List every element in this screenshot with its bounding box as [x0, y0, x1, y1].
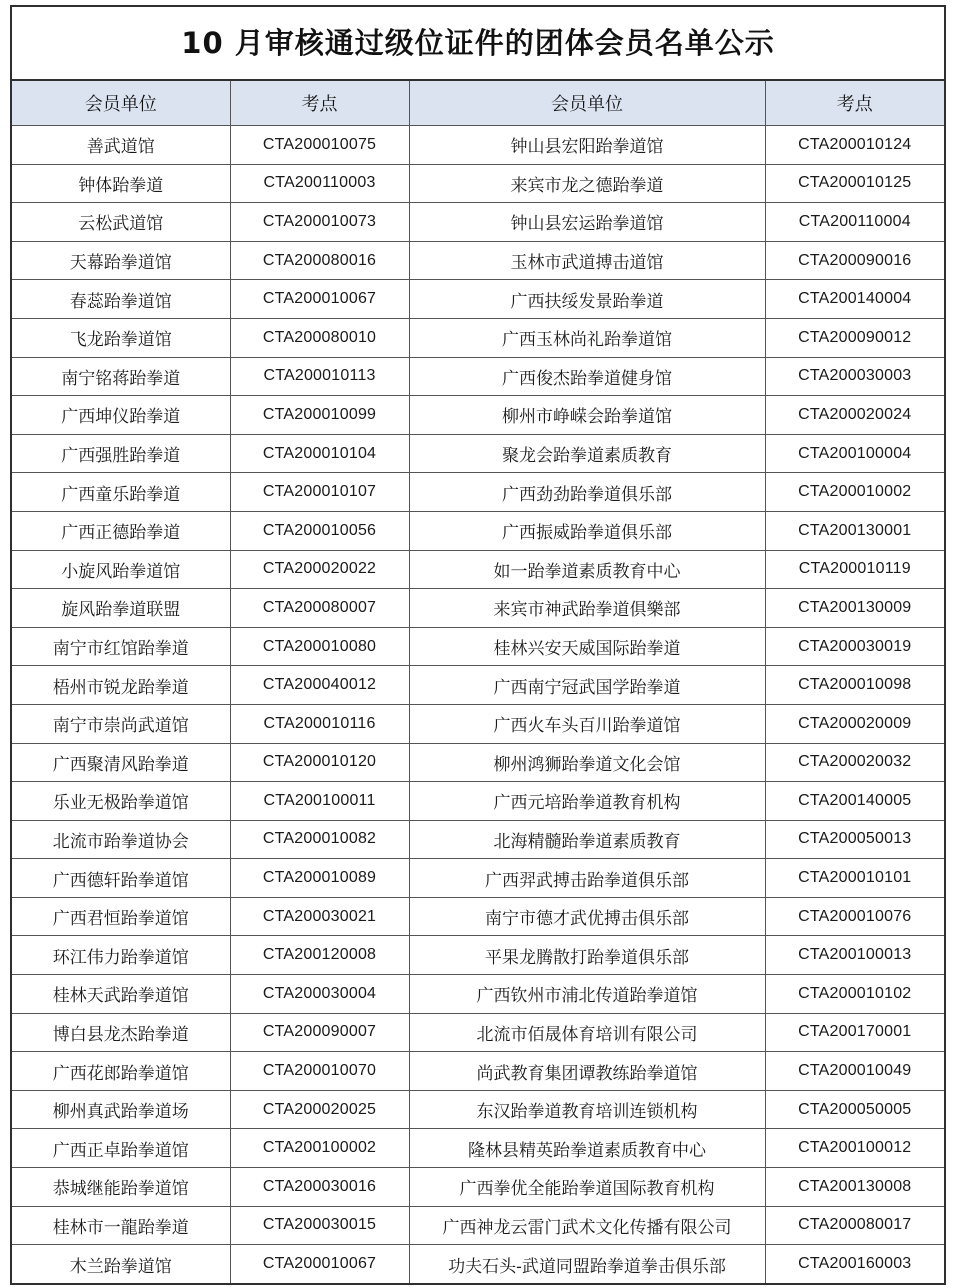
member-name-cell: 广西钦州市浦北传道跆拳道馆 — [409, 975, 765, 1014]
table-row — [12, 820, 944, 859]
exam-code-cell: CTA200100004 — [765, 434, 944, 473]
exam-code-cell: CTA200010073 — [230, 203, 409, 242]
exam-code-cell: CTA200010056 — [230, 511, 409, 550]
table-row — [12, 473, 944, 512]
table-row — [12, 241, 944, 280]
exam-code-cell: CTA200010049 — [765, 1052, 944, 1091]
member-name-cell: 广西火车头百川跆拳道馆 — [409, 704, 765, 743]
member-name-cell: 北海精髓跆拳道素质教育 — [409, 820, 765, 859]
member-name-cell: 钟山县宏运跆拳道馆 — [409, 203, 765, 242]
member-name-cell: 广西俊杰跆拳道健身馆 — [409, 357, 765, 396]
member-name-cell: 广西元培跆拳道教育机构 — [409, 782, 765, 821]
exam-code-cell: CTA200010119 — [765, 550, 944, 589]
table-row — [12, 280, 944, 319]
member-name-cell: 广西神龙云雷门武术文化传播有限公司 — [409, 1206, 765, 1245]
exam-code-cell: CTA200010080 — [230, 627, 409, 666]
exam-code-cell: CTA200170001 — [765, 1013, 944, 1052]
exam-code-cell: CTA200030021 — [230, 897, 409, 936]
member-name-cell: 钟体跆拳道 — [12, 164, 230, 203]
column-header-member-1: 会员单位 — [12, 81, 230, 126]
table-row — [12, 550, 944, 589]
column-header-code-1: 考点 — [230, 81, 409, 126]
member-name-cell: 广西童乐跆拳道 — [12, 473, 230, 512]
exam-code-cell: CTA200030016 — [230, 1168, 409, 1207]
exam-code-cell: CTA200010099 — [230, 396, 409, 435]
table-row — [12, 1206, 944, 1245]
exam-code-cell: CTA200050013 — [765, 820, 944, 859]
member-name-cell: 广西南宁冠武国学跆拳道 — [409, 666, 765, 705]
member-name-cell: 柳州真武跆拳道场 — [12, 1090, 230, 1129]
table-row — [12, 511, 944, 550]
exam-code-cell: CTA200130001 — [765, 511, 944, 550]
exam-code-cell: CTA200100012 — [765, 1129, 944, 1168]
table-body — [12, 126, 944, 1283]
exam-code-cell: CTA200050005 — [765, 1090, 944, 1129]
exam-code-cell: CTA200130008 — [765, 1168, 944, 1207]
exam-code-cell: CTA200010107 — [230, 473, 409, 512]
exam-code-cell: CTA200020032 — [765, 743, 944, 782]
member-name-cell: 广西拳优全能跆拳道国际教育机构 — [409, 1168, 765, 1207]
member-name-cell: 广西强胜跆拳道 — [12, 434, 230, 473]
member-name-cell: 梧州市锐龙跆拳道 — [12, 666, 230, 705]
member-name-cell: 南宁市崇尚武道馆 — [12, 704, 230, 743]
member-name-cell: 玉林市武道搏击道馆 — [409, 241, 765, 280]
exam-code-cell: CTA200010124 — [765, 126, 944, 165]
exam-code-cell: CTA200010089 — [230, 859, 409, 898]
member-table — [12, 81, 944, 1283]
member-name-cell: 南宁铭蒋跆拳道 — [12, 357, 230, 396]
exam-code-cell: CTA200090012 — [765, 318, 944, 357]
member-name-cell: 平果龙腾散打跆拳道俱乐部 — [409, 936, 765, 975]
member-name-cell: 云松武道馆 — [12, 203, 230, 242]
exam-code-cell: CTA200120008 — [230, 936, 409, 975]
table-row — [12, 396, 944, 435]
exam-code-cell: CTA200140005 — [765, 782, 944, 821]
exam-code-cell: CTA200010067 — [230, 280, 409, 319]
table-row — [12, 126, 944, 165]
member-name-cell: 桂林天武跆拳道馆 — [12, 975, 230, 1014]
member-name-cell: 来宾市龙之德跆拳道 — [409, 164, 765, 203]
exam-code-cell: CTA200130009 — [765, 589, 944, 628]
exam-code-cell: CTA200030003 — [765, 357, 944, 396]
member-name-cell: 北流市佰晟体育培训有限公司 — [409, 1013, 765, 1052]
member-name-cell: 小旋风跆拳道馆 — [12, 550, 230, 589]
exam-code-cell: CTA200010070 — [230, 1052, 409, 1091]
table-row — [12, 704, 944, 743]
exam-code-cell: CTA200100013 — [765, 936, 944, 975]
member-name-cell: 天幕跆拳道馆 — [12, 241, 230, 280]
member-name-cell: 东汉跆拳道教育培训连锁机构 — [409, 1090, 765, 1129]
table-row — [12, 975, 944, 1014]
member-name-cell: 柳州市峥嵘会跆拳道馆 — [409, 396, 765, 435]
exam-code-cell: CTA200010082 — [230, 820, 409, 859]
exam-code-cell: CTA200110004 — [765, 203, 944, 242]
exam-code-cell: CTA200110003 — [230, 164, 409, 203]
exam-code-cell: CTA200160003 — [765, 1245, 944, 1283]
table-row — [12, 666, 944, 705]
exam-code-cell: CTA200010113 — [230, 357, 409, 396]
exam-code-cell: CTA200010098 — [765, 666, 944, 705]
table-row — [12, 897, 944, 936]
member-name-cell: 广西坤仪跆拳道 — [12, 396, 230, 435]
table-row — [12, 357, 944, 396]
table-row — [12, 203, 944, 242]
exam-code-cell: CTA200010075 — [230, 126, 409, 165]
exam-code-cell: CTA200080010 — [230, 318, 409, 357]
exam-code-cell: CTA200100011 — [230, 782, 409, 821]
exam-code-cell: CTA200020025 — [230, 1090, 409, 1129]
table-row — [12, 743, 944, 782]
member-name-cell: 桂林兴安天威国际跆拳道 — [409, 627, 765, 666]
table-header-row — [12, 81, 944, 126]
table-row — [12, 859, 944, 898]
exam-code-cell: CTA200140004 — [765, 280, 944, 319]
member-name-cell: 隆林县精英跆拳道素质教育中心 — [409, 1129, 765, 1168]
table-row — [12, 164, 944, 203]
member-name-cell: 恭城继能跆拳道馆 — [12, 1168, 230, 1207]
exam-code-cell: CTA200030015 — [230, 1206, 409, 1245]
member-name-cell: 木兰跆拳道馆 — [12, 1245, 230, 1283]
member-name-cell: 广西劲劲跆拳道俱乐部 — [409, 473, 765, 512]
exam-code-cell: CTA200010125 — [765, 164, 944, 203]
exam-code-cell: CTA200080007 — [230, 589, 409, 628]
member-name-cell: 广西正卓跆拳道馆 — [12, 1129, 230, 1168]
table-row — [12, 1052, 944, 1091]
table-row — [12, 936, 944, 975]
member-list-sheet — [10, 5, 946, 1285]
member-name-cell: 钟山县宏阳跆拳道馆 — [409, 126, 765, 165]
exam-code-cell: CTA200040012 — [230, 666, 409, 705]
member-name-cell: 环江伟力跆拳道馆 — [12, 936, 230, 975]
member-name-cell: 广西扶绥发景跆拳道 — [409, 280, 765, 319]
member-name-cell: 乐业无极跆拳道馆 — [12, 782, 230, 821]
exam-code-cell: CTA200010002 — [765, 473, 944, 512]
member-name-cell: 广西花郎跆拳道馆 — [12, 1052, 230, 1091]
member-name-cell: 春蕊跆拳道馆 — [12, 280, 230, 319]
column-header-member-2: 会员单位 — [409, 81, 765, 126]
member-name-cell: 广西羿武搏击跆拳道俱乐部 — [409, 859, 765, 898]
table-row — [12, 589, 944, 628]
exam-code-cell: CTA200090007 — [230, 1013, 409, 1052]
member-name-cell: 南宁市红馆跆拳道 — [12, 627, 230, 666]
exam-code-cell: CTA200030004 — [230, 975, 409, 1014]
table-row — [12, 1245, 944, 1283]
table-row — [12, 1129, 944, 1168]
table-row — [12, 318, 944, 357]
exam-code-cell: CTA200010104 — [230, 434, 409, 473]
exam-code-cell: CTA200010076 — [765, 897, 944, 936]
exam-code-cell: CTA200010102 — [765, 975, 944, 1014]
table-row — [12, 1013, 944, 1052]
member-name-cell: 桂林市一龍跆拳道 — [12, 1206, 230, 1245]
table-row — [12, 1090, 944, 1129]
table-row — [12, 434, 944, 473]
member-name-cell: 尚武教育集团谭教练跆拳道馆 — [409, 1052, 765, 1091]
exam-code-cell: CTA200010101 — [765, 859, 944, 898]
page-title: 10 月审核通过级位证件的团体会员名单公示 — [12, 7, 944, 81]
member-name-cell: 功夫石头-武道同盟跆拳道拳击俱乐部 — [409, 1245, 765, 1283]
table-row — [12, 627, 944, 666]
exam-code-cell: CTA200010116 — [230, 704, 409, 743]
member-name-cell: 广西君恒跆拳道馆 — [12, 897, 230, 936]
member-name-cell: 旋风跆拳道联盟 — [12, 589, 230, 628]
exam-code-cell: CTA200100002 — [230, 1129, 409, 1168]
exam-code-cell: CTA200010067 — [230, 1245, 409, 1283]
member-name-cell: 博白县龙杰跆拳道 — [12, 1013, 230, 1052]
member-name-cell: 来宾市神武跆拳道俱樂部 — [409, 589, 765, 628]
exam-code-cell: CTA200020024 — [765, 396, 944, 435]
exam-code-cell: CTA200080016 — [230, 241, 409, 280]
member-name-cell: 飞龙跆拳道馆 — [12, 318, 230, 357]
exam-code-cell: CTA200020009 — [765, 704, 944, 743]
table-row — [12, 1168, 944, 1207]
member-name-cell: 南宁市德才武优搏击俱乐部 — [409, 897, 765, 936]
column-header-code-2: 考点 — [765, 81, 944, 126]
table-row — [12, 782, 944, 821]
member-name-cell: 善武道馆 — [12, 126, 230, 165]
member-name-cell: 广西德轩跆拳道馆 — [12, 859, 230, 898]
member-name-cell: 广西聚清风跆拳道 — [12, 743, 230, 782]
exam-code-cell: CTA200020022 — [230, 550, 409, 589]
member-name-cell: 广西玉林尚礼跆拳道馆 — [409, 318, 765, 357]
exam-code-cell: CTA200030019 — [765, 627, 944, 666]
exam-code-cell: CTA200080017 — [765, 1206, 944, 1245]
member-name-cell: 如一跆拳道素质教育中心 — [409, 550, 765, 589]
exam-code-cell: CTA200010120 — [230, 743, 409, 782]
member-name-cell: 北流市跆拳道协会 — [12, 820, 230, 859]
member-name-cell: 聚龙会跆拳道素质教育 — [409, 434, 765, 473]
member-name-cell: 广西振威跆拳道俱乐部 — [409, 511, 765, 550]
member-name-cell: 广西正德跆拳道 — [12, 511, 230, 550]
exam-code-cell: CTA200090016 — [765, 241, 944, 280]
member-name-cell: 柳州鸿狮跆拳道文化会馆 — [409, 743, 765, 782]
